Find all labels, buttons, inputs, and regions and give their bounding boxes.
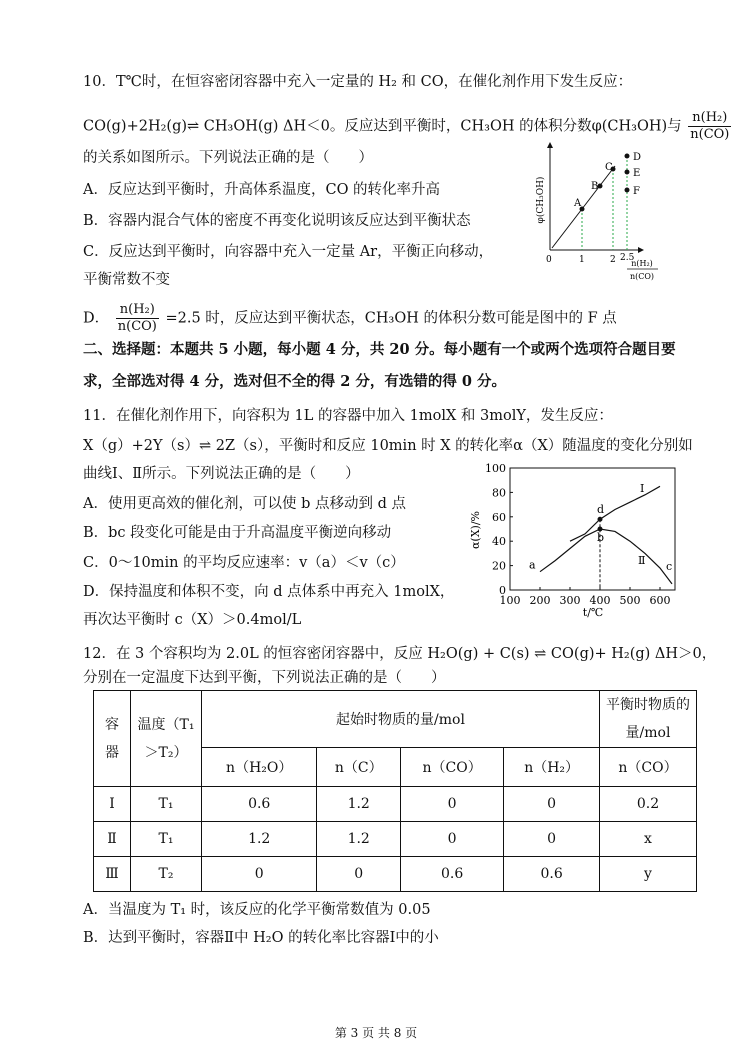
q10-tick-0: 0	[546, 255, 552, 265]
table-cell: 0	[504, 787, 600, 822]
table-cell: T₁	[131, 787, 202, 822]
x-tick-label: 100	[499, 594, 521, 607]
q10-option-b: B．容器内混合气体的密度不再变化说明该反应达到平衡状态	[83, 213, 471, 229]
q11-option-a: A．使用更高效的催化剂，可以使 b 点移动到 d 点	[83, 496, 406, 512]
table-cell: 0.6	[400, 857, 503, 892]
q12-line2: 分别在一定温度下达到平衡，下列说法正确的是（ ）	[83, 670, 446, 686]
header-temperature	[131, 691, 202, 787]
subheader-cell: n（CO）	[600, 748, 697, 787]
q10-option-d-prefix: D．	[83, 310, 110, 327]
table-cell: 0.6	[202, 787, 317, 822]
q10-point-d	[625, 154, 630, 159]
q11-series-label-2: Ⅱ	[638, 554, 646, 567]
table-cell: T₂	[131, 857, 202, 892]
q12-table	[93, 690, 697, 892]
q10-tick-2: 2	[610, 255, 616, 265]
q10-tick-3: 2.5	[620, 253, 635, 263]
x-tick-label: 500	[619, 594, 641, 607]
table-cell: 0	[400, 787, 503, 822]
q10-point-f	[625, 188, 630, 193]
table-cell: 0.6	[504, 857, 600, 892]
q10-chart	[530, 142, 680, 290]
q10-xlabel-den: n(CO)	[629, 272, 655, 281]
table-cell: T₁	[131, 822, 202, 857]
subheader-cell: n（CO）	[400, 748, 503, 787]
y-tick-label: 60	[492, 510, 506, 524]
frac-numerator: n(H₂)	[116, 302, 159, 319]
q10-line2-text: CO(g)+2H₂(g)⇌ CH₃OH(g) ΔH＜0。反应达到平衡时，CH₃OH 的体积分数φ(CH₃OH)与	[83, 118, 682, 135]
table-cell: Ⅰ	[94, 787, 131, 822]
subheader-cell: n（H₂O）	[202, 748, 317, 787]
x-tick-label: 200	[529, 594, 551, 607]
point-label-c: c	[666, 560, 673, 574]
q10-line1: 10．T℃时，在恒容密闭容器中充入一定量的 H₂ 和 CO，在催化剂作用下发生反应：	[83, 74, 633, 90]
table-cell: 0	[504, 822, 600, 857]
y-tick-label: 100	[485, 462, 506, 475]
point-label-d: d	[597, 503, 605, 517]
q11-xlabel: t/℃	[582, 606, 604, 618]
section2-heading-line1: 二、选择题：本题共 5 小题，每小题 4 分，共 20 分。每小题有一个或两个选项符合题目要	[83, 341, 676, 358]
table-cell: x	[600, 822, 697, 857]
q10-option-d-fraction	[116, 302, 159, 335]
table-row	[94, 822, 697, 857]
q10-option-a: A．反应达到平衡时，升高体系温度，CO 的转化率升高	[83, 182, 441, 198]
point-label-b: b	[597, 531, 605, 544]
q10-xlabel-num: n(H₂)	[631, 259, 653, 268]
table-cell: 0	[202, 857, 317, 892]
q10-chart-ylabel: φ(CH₃OH)	[536, 176, 546, 224]
q10-option-c-cont: 平衡常数不变	[83, 272, 170, 288]
subheader-cell: n（H₂）	[504, 748, 600, 787]
q10-option-c: C．反应达到平衡时，向容器中充入一定量 Ar，平衡正向移动，	[83, 244, 494, 260]
header-container	[94, 691, 131, 787]
table-row	[94, 787, 697, 822]
point-label-a: a	[529, 558, 536, 572]
header-container-text: 容器	[105, 716, 119, 761]
q11-line3: 曲线Ⅰ、Ⅱ所示。下列说法正确的是（ ）	[83, 466, 360, 482]
q11-ylabel: α(X)/%	[469, 510, 482, 550]
y-tick-label: 40	[492, 535, 506, 549]
q10-point-e	[625, 170, 630, 175]
series-line-2	[540, 529, 672, 584]
q11-option-d: D．保持温度和体积不变，向 d 点体系中再充入 1molX，	[83, 584, 455, 600]
q11-series-label-1: Ⅰ	[640, 482, 645, 495]
q10-label-f: F	[633, 186, 640, 197]
x-tick-label: 400	[589, 594, 611, 607]
table-row	[94, 857, 697, 892]
frac-numerator: n(H₂)	[688, 110, 731, 127]
table-cell: 1.2	[317, 822, 401, 857]
q10-option-d-text: =2.5 时，反应达到平衡状态，CH₃OH 的体积分数可能是图中的 F 点	[165, 310, 617, 327]
table-cell: 0	[400, 822, 503, 857]
q10-label-e: E	[633, 168, 641, 179]
x-tick-label: 600	[649, 594, 671, 607]
x-tick-label: 300	[559, 594, 581, 607]
q10-label-b: B	[591, 181, 599, 192]
series-line-1	[570, 486, 660, 541]
q11-chart	[462, 458, 694, 618]
table-cell: Ⅲ	[94, 857, 131, 892]
frac-denominator: n(CO)	[117, 319, 157, 334]
table-cell: y	[600, 857, 697, 892]
subheader-cell: n（C）	[317, 748, 401, 787]
y-tick-label: 20	[492, 559, 506, 573]
table-header-row	[94, 691, 697, 748]
q10-tick-1: 1	[579, 255, 585, 265]
q11-option-d-cont: 再次达平衡时 c（X）＞0.4mol/L	[83, 612, 302, 628]
q10-label-c: C	[605, 162, 613, 173]
table-cell: 0.2	[600, 787, 697, 822]
q10-fraction	[688, 110, 731, 143]
y-tick-label: 80	[492, 486, 506, 500]
q12-option-a: A．当温度为 T₁ 时，该反应的化学平衡常数值为 0.05	[83, 902, 431, 918]
table-cell: 1.2	[317, 787, 401, 822]
q10-label-a: A	[574, 198, 582, 209]
header-eq-amount	[600, 691, 697, 748]
table-cell: Ⅱ	[94, 822, 131, 857]
q11-line2: X（g）+2Y（s）⇌ 2Z（s），平衡时和反应 10min 时 X 的转化率α（X）随温度的变化分别如	[83, 438, 693, 454]
q11-option-c: C．0～10min 的平均反应速率：v（a）＜v（c）	[83, 555, 405, 571]
q12-line1: 12．在 3 个容积均为 2.0L 的恒容密闭容器中，反应 H₂O(g) + C(s) ⇌ CO(g)+ H₂(g) ΔH＞0，	[83, 646, 717, 662]
table-cell: 0	[317, 857, 401, 892]
header-start-amount: 起始时物质的量/mol	[202, 691, 600, 748]
q10-label-d: D	[633, 152, 642, 163]
q10-line2	[83, 110, 733, 143]
q11-option-b: B．bc 段变化可能是由于升高温度平衡逆向移动	[83, 525, 392, 541]
q10-line3: 的关系如图所示。下列说法正确的是（ ）	[83, 150, 373, 166]
q12-option-b: B．达到平衡时，容器Ⅱ中 H₂O 的转化率比容器Ⅰ中的小	[83, 930, 439, 946]
frac-denominator: n(CO)	[690, 127, 730, 142]
q11-line1: 11．在催化剂作用下，向容积为 1L 的容器中加入 1molX 和 3molY，发生反应：	[83, 408, 613, 424]
page-footer: 第 3 页 共 8 页	[334, 1026, 418, 1040]
table-cell: 1.2	[202, 822, 317, 857]
section2-heading-line2: 求，全部选对得 4 分，选对但不全的得 2 分，有选错的得 0 分。	[83, 373, 507, 390]
y-tick-label: 0	[499, 584, 506, 597]
header-temperature-text: 温度（T₁＞T₂）	[137, 716, 195, 761]
header-eq-amount-text: 平衡时物质的量/mol	[606, 697, 690, 741]
q10-option-d	[83, 302, 617, 335]
